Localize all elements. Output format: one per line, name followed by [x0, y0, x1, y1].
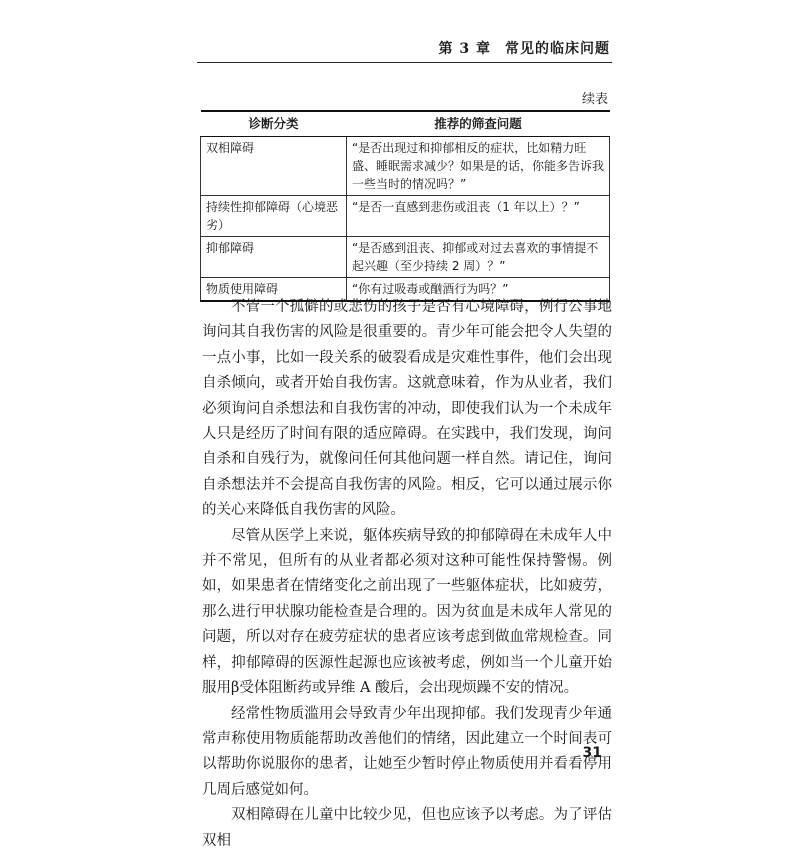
row-category: 物质使用障碍	[201, 278, 347, 302]
chapter-number: 第 3 章	[438, 41, 491, 57]
row-category: 双相障碍	[201, 137, 347, 196]
row-question: “是否一直感到悲伤或沮丧（1 年以上）？”	[347, 196, 610, 237]
table-row	[201, 237, 610, 278]
chapter-title: 常见的临床问题	[505, 41, 610, 57]
table-row	[201, 137, 610, 196]
column-header-category: 诊断分类	[201, 111, 347, 137]
table-header-row	[201, 111, 610, 137]
row-category: 持续性抑郁障碍（心境恶劣）	[201, 196, 347, 237]
paragraph: 经常性物质滥用会导致青少年出现抑郁。我们发现青少年通常声称使用物质能帮助改善他们的情绪，因此建立一个时间表可以帮助你说服你的患者，让她至少暂时停止物质使用并看看停用几周后感觉如何。	[202, 705, 612, 798]
table-row	[201, 196, 610, 237]
body-text	[202, 295, 612, 854]
row-question: “你有过吸毒或酗酒行为吗？”	[347, 278, 610, 302]
row-category: 抑郁障碍	[201, 237, 347, 278]
screening-table	[200, 110, 610, 302]
row-question: “是否出现过和抑郁相反的症状，比如精力旺盛、睡眠需求减少？如果是的话，你能多告诉我一些当时的情况吗？”	[347, 137, 610, 196]
page-number: 31	[582, 745, 602, 761]
paragraph: 不管一个孤僻的或悲伤的孩子是否有心境障碍，例行公事地询问其自我伤害的风险是很重要的。青少年可能会把令人失望的一点小事，比如一段关系的破裂看成是灾难性事件，他们会出现自杀倾向，或者开始自我伤害。这就意味着，作为从业者，我们必须询问自杀想法和自我伤害的冲动，即使我们认为一个未成年人只是经历了时间有限的适应障碍。在实践中，我们发现，询问自杀和自残行为，就像问任何其他问题一样自然。请记住，询问自杀想法并不会提高自我伤害的风险。相反，它可以通过展示你的关心来降低自我伤害的风险。	[202, 299, 612, 519]
column-header-question: 推荐的筛查问题	[347, 111, 610, 137]
paragraph: 尽管从医学上来说，躯体疾病导致的抑郁障碍在未成年人中并不常见，但所有的从业者都必须对这种可能性保持警惕。例如，如果患者在情绪变化之前出现了一些躯体症状，比如疲劳，那么进行甲状腺功能检查是合理的。因为贫血是未成年人常见的问题，所以对存在疲劳症状的患者应该考虑到做血常规检查。同样，抑郁障碍的医源性起源也应该被考虑，例如当一个儿童开始服用β受体阻断药或异维 A 酸后，会出现烦躁不安的情况。	[202, 527, 612, 697]
paragraph: 双相障碍在儿童中比较少见，但也应该予以考虑。为了评估双相	[202, 807, 612, 849]
running-header	[439, 38, 611, 58]
header-rule	[197, 62, 612, 63]
table-continued-label: 续表	[581, 92, 608, 107]
row-question: “是否感到沮丧、抑郁或对过去喜欢的事情提不起兴趣（至少持续 2 周）？”	[347, 237, 610, 278]
